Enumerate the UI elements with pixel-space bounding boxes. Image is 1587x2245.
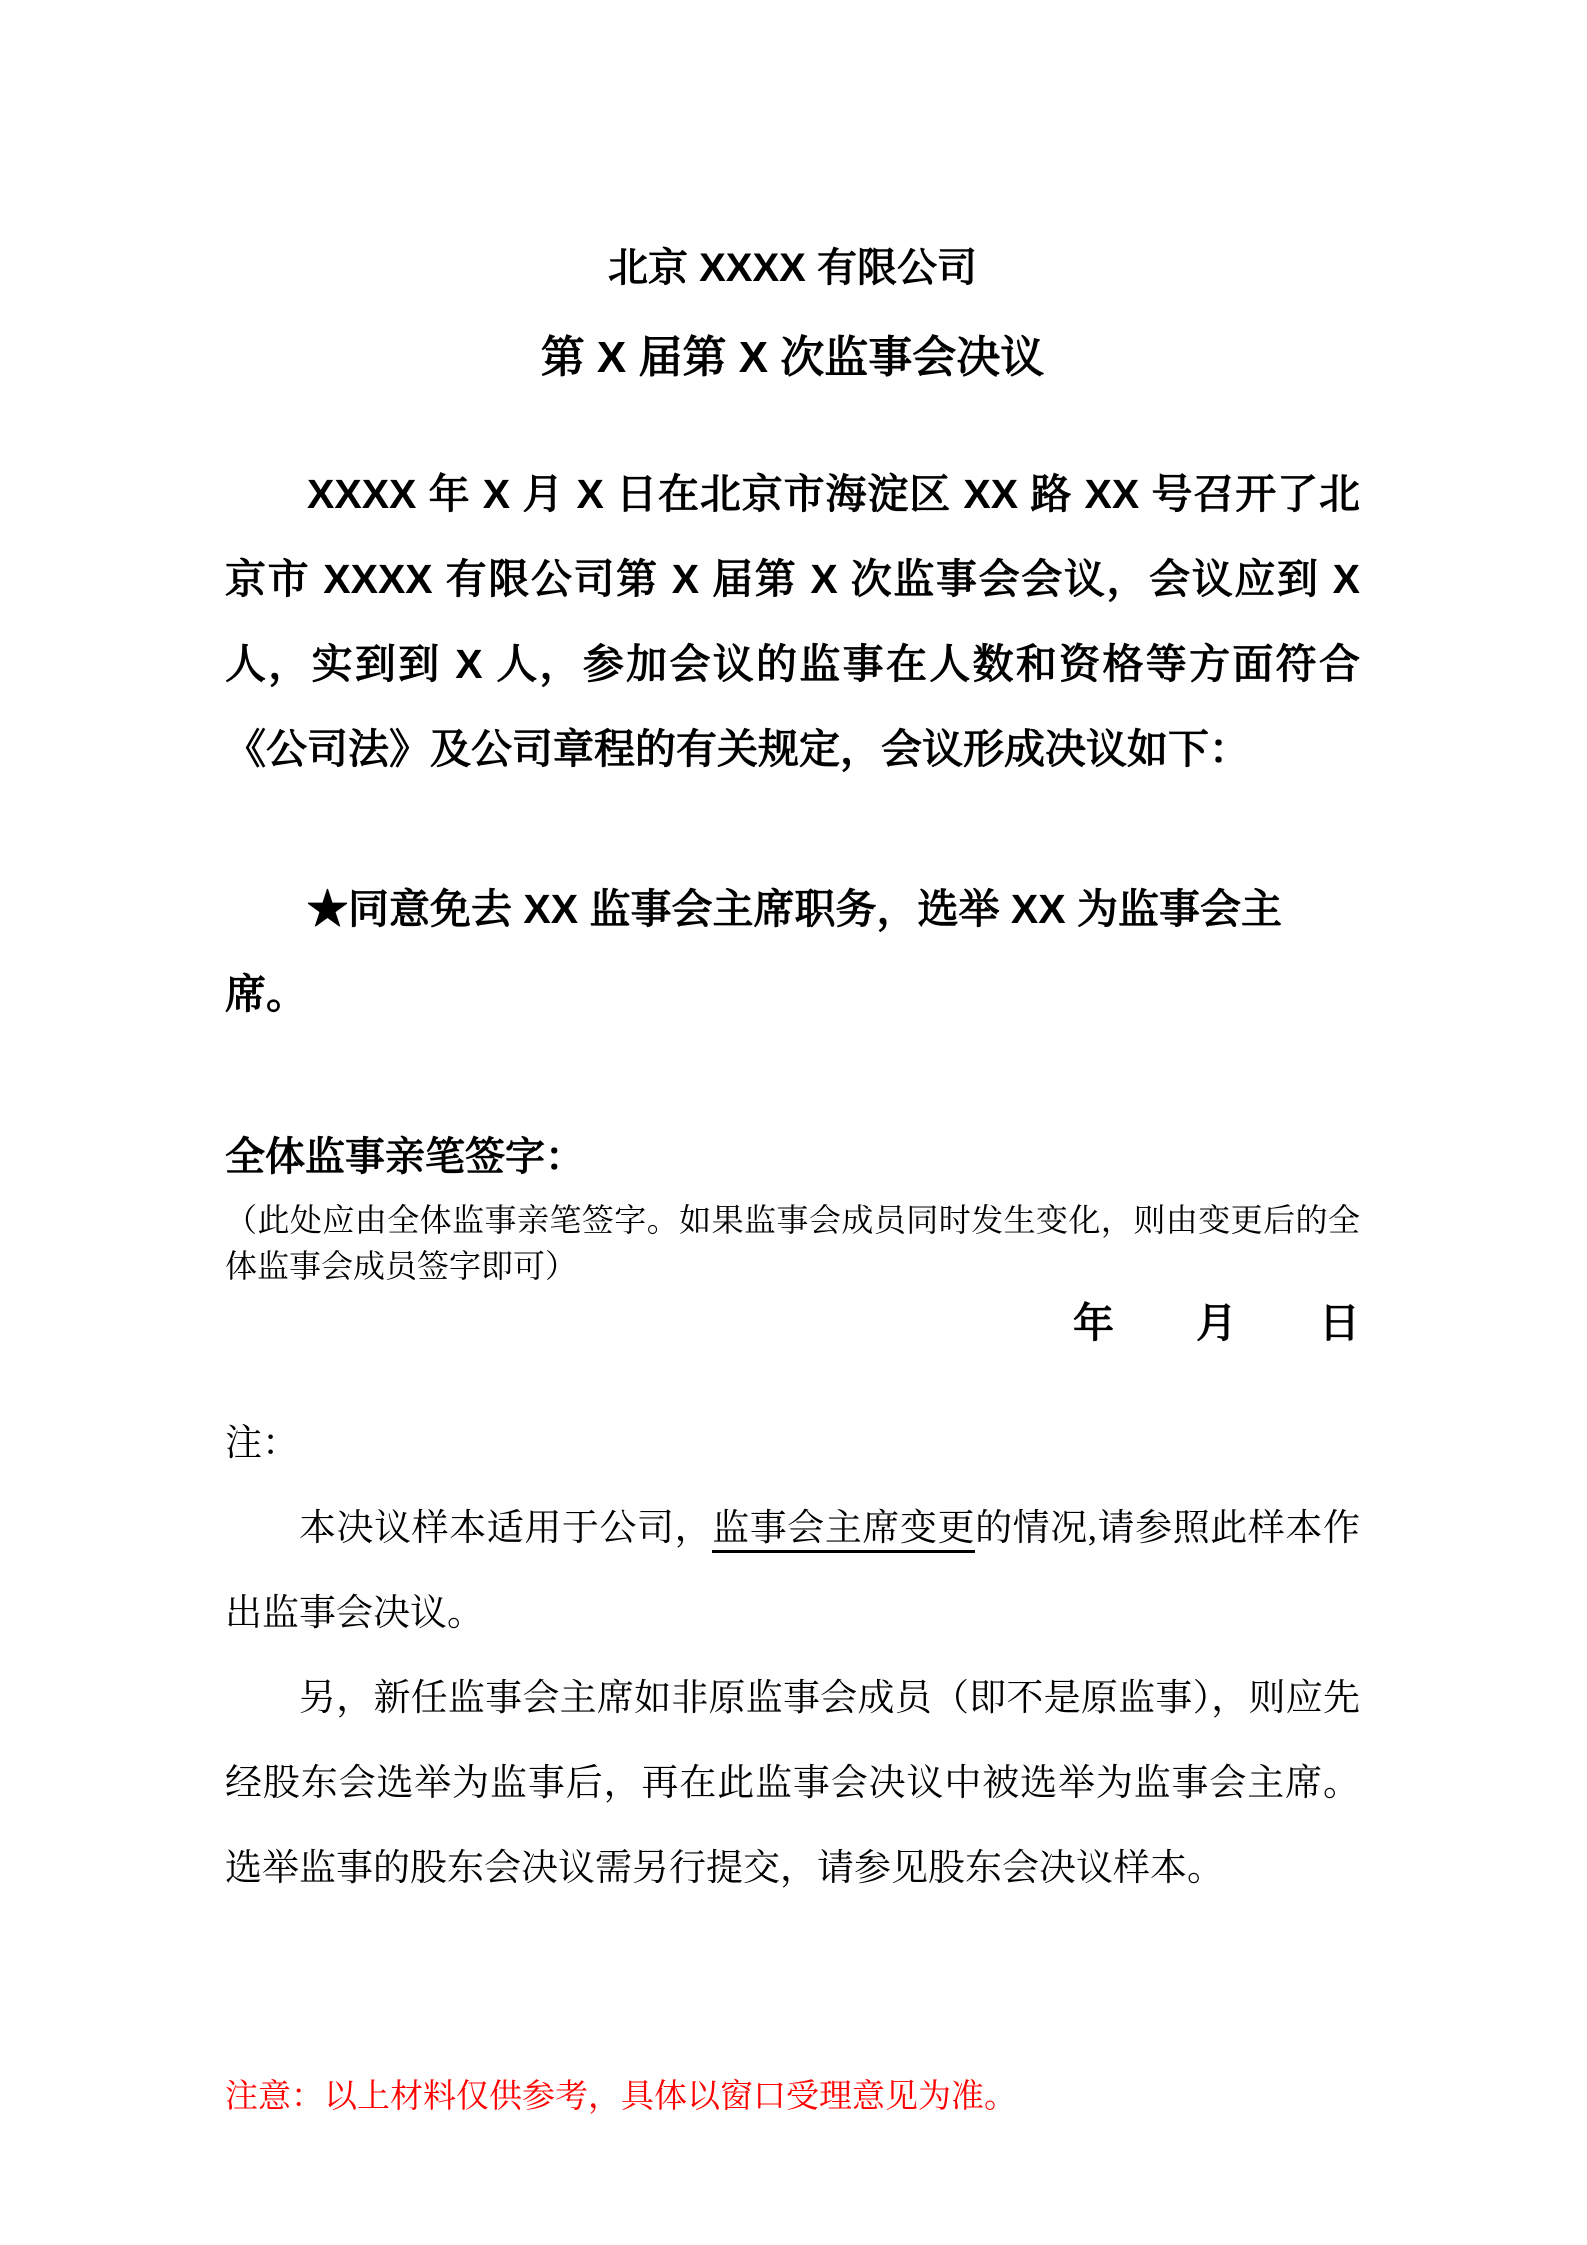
notes-label: 注： (225, 1423, 299, 1464)
note-paragraph-2: 另，新任监事会主席如非原监事会成员（即不是原监事），则应先经股东会选举为监事后，再在此监事会决议中被选举为监事会主席。选举监事的股东会决议需另行提交，请参见股东会决议样本。 (225, 1678, 1360, 1889)
meeting-description-paragraph: XXXX 年 X 月 X 日在北京市海淀区 XX 路 XX 号召开了北京市 XXXX 有限公司第 X 届第 X 次监事会会议，会议应到 X 人，实到到 X 人，参加会议的监事在人数和资格等方面符合《公司法》及公司章程的有关规定，会议形成决议如下： (225, 471, 1360, 772)
document-subtitle: 第 X 届第 X 次监事会决议 (540, 333, 1045, 382)
document-title: 北京 XXXX 有限公司 (608, 246, 977, 290)
note-paragraph-1 (225, 1486, 1360, 1656)
resolution-item: ★同意免去 XX 监事会主席职务，选举 XX 为监事会主席。 (225, 886, 1282, 1017)
signature-instructions: （此处应由全体监事亲笔签字。如果监事会成员同时发生变化，则由变更后的全体监事会成员签字即可） (225, 1202, 1360, 1284)
warning-notice: 注意：以上材料仅供参考，具体以窗口受理意见为准。 (225, 2079, 1017, 2115)
date-line: 年 月 日 (1073, 1300, 1360, 1346)
note1-text-after: 的情况,请参照此样本作出监事会决议。 (225, 1508, 1360, 1634)
note1-text-before: 本决议样本适用于公司， (299, 1508, 713, 1549)
note1-underlined-phrase: 监事会主席变更 (712, 1508, 975, 1553)
signature-heading: 全体监事亲笔签字： (225, 1135, 585, 1179)
